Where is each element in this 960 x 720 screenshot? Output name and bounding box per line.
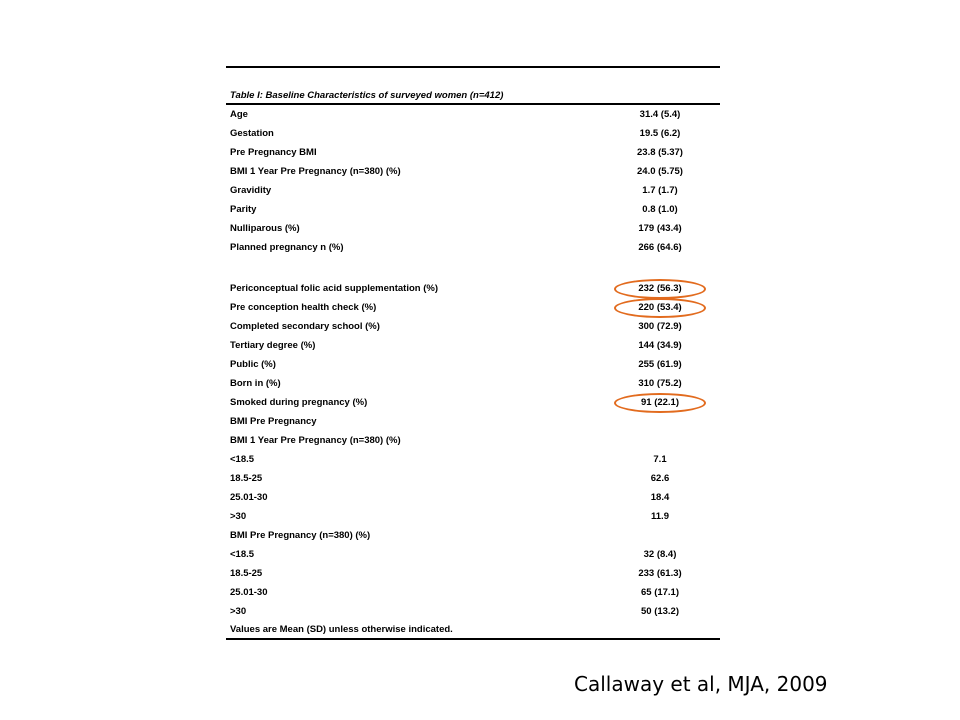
row-label: Born in (%) [230, 378, 281, 389]
row-label: Nulliparous (%) [230, 223, 300, 234]
table-row [226, 219, 720, 238]
table-footnote: Values are Mean (SD) unless otherwise indicated. [230, 624, 453, 635]
row-label: Tertiary degree (%) [230, 340, 316, 351]
row-label: Smoked during pregnancy (%) [230, 397, 368, 408]
row-value: 266 (64.6) [638, 242, 682, 253]
row-value: 144 (34.9) [638, 340, 682, 351]
table-bottom-rule [226, 638, 720, 640]
table-row [226, 336, 720, 355]
row-value: 255 (61.9) [638, 359, 682, 370]
row-label: Public (%) [230, 359, 276, 370]
table-row [226, 200, 720, 219]
table-row [226, 374, 720, 393]
table-row [226, 526, 720, 545]
table-row [226, 162, 720, 181]
table-row [226, 412, 720, 431]
table-row [226, 105, 720, 124]
table-row [226, 181, 720, 200]
table-row-highlighted [226, 298, 720, 317]
table-row [226, 238, 720, 257]
table-row [226, 602, 720, 621]
row-label: 25.01-30 [230, 492, 268, 503]
row-label: 18.5-25 [230, 473, 263, 484]
table-row [226, 469, 720, 488]
row-label: Pre Pregnancy BMI [230, 147, 317, 158]
row-value: 0.8 (1.0) [642, 204, 678, 215]
table-row-highlighted [226, 393, 720, 412]
baseline-characteristics-table [226, 66, 720, 640]
row-value: 32 (8.4) [643, 549, 677, 560]
row-label: Completed secondary school (%) [230, 321, 380, 332]
row-value: 300 (72.9) [638, 321, 682, 332]
row-value-text: 220 (53.4) [638, 302, 682, 313]
row-value: 65 (17.1) [640, 587, 680, 598]
row-label: <18.5 [230, 454, 255, 465]
table-row [226, 431, 720, 450]
row-label: <18.5 [230, 549, 255, 560]
table-row [226, 545, 720, 564]
row-value [600, 397, 720, 408]
row-label: Planned pregnancy n (%) [230, 242, 344, 253]
table-row [226, 507, 720, 526]
row-value [600, 283, 720, 294]
row-label: BMI 1 Year Pre Pregnancy (n=380) (%) [230, 435, 401, 446]
row-value: 310 (75.2) [638, 378, 682, 389]
row-label: Gestation [230, 128, 274, 139]
row-label: >30 [230, 511, 247, 522]
row-label: Periconceptual folic acid supplementation (%) [230, 283, 438, 294]
table-row [226, 143, 720, 162]
row-value: 18.4 [650, 492, 670, 503]
table-caption: Table I: Baseline Characteristics of surveyed women (n=412) [230, 90, 504, 101]
row-label: BMI Pre Pregnancy (n=380) (%) [230, 530, 371, 541]
row-label: Pre conception health check (%) [230, 302, 377, 313]
row-value: 50 (13.2) [640, 606, 680, 617]
row-value: 19.5 (6.2) [639, 128, 681, 139]
table-spacer [226, 257, 720, 279]
row-value: 23.8 (5.37) [637, 147, 683, 158]
table-row [226, 317, 720, 336]
row-value: 11.9 [651, 511, 669, 522]
row-label: Gravidity [230, 185, 272, 196]
table-top-rule [226, 66, 720, 68]
table-row [226, 450, 720, 469]
row-value: 31.4 (5.4) [639, 109, 681, 120]
row-value [600, 302, 720, 313]
row-value: 179 (43.4) [638, 223, 682, 234]
row-value: 233 (61.3) [638, 568, 682, 579]
row-label: BMI 1 Year Pre Pregnancy (n=380) (%) [230, 166, 401, 177]
row-value: 62.6 [650, 473, 670, 484]
row-label: 25.01-30 [230, 587, 268, 598]
row-label: Parity [230, 204, 257, 215]
row-value: 1.7 (1.7) [642, 185, 678, 196]
citation: Callaway et al, MJA, 2009 [574, 672, 828, 696]
table-row [226, 488, 720, 507]
row-value: 7.1 [653, 454, 667, 465]
row-label: BMI Pre Pregnancy [230, 416, 317, 427]
row-value-text: 232 (56.3) [638, 283, 682, 294]
table-row [226, 583, 720, 602]
table-row [226, 564, 720, 583]
table-row [226, 355, 720, 374]
row-value-text: 91 (22.1) [640, 397, 680, 408]
table-row [226, 124, 720, 143]
row-label: Age [230, 109, 248, 120]
table-footnote-row [226, 621, 720, 638]
row-label: >30 [230, 606, 247, 617]
row-label: 18.5-25 [230, 568, 263, 579]
row-value: 24.0 (5.75) [637, 166, 683, 177]
table-row-highlighted [226, 279, 720, 298]
